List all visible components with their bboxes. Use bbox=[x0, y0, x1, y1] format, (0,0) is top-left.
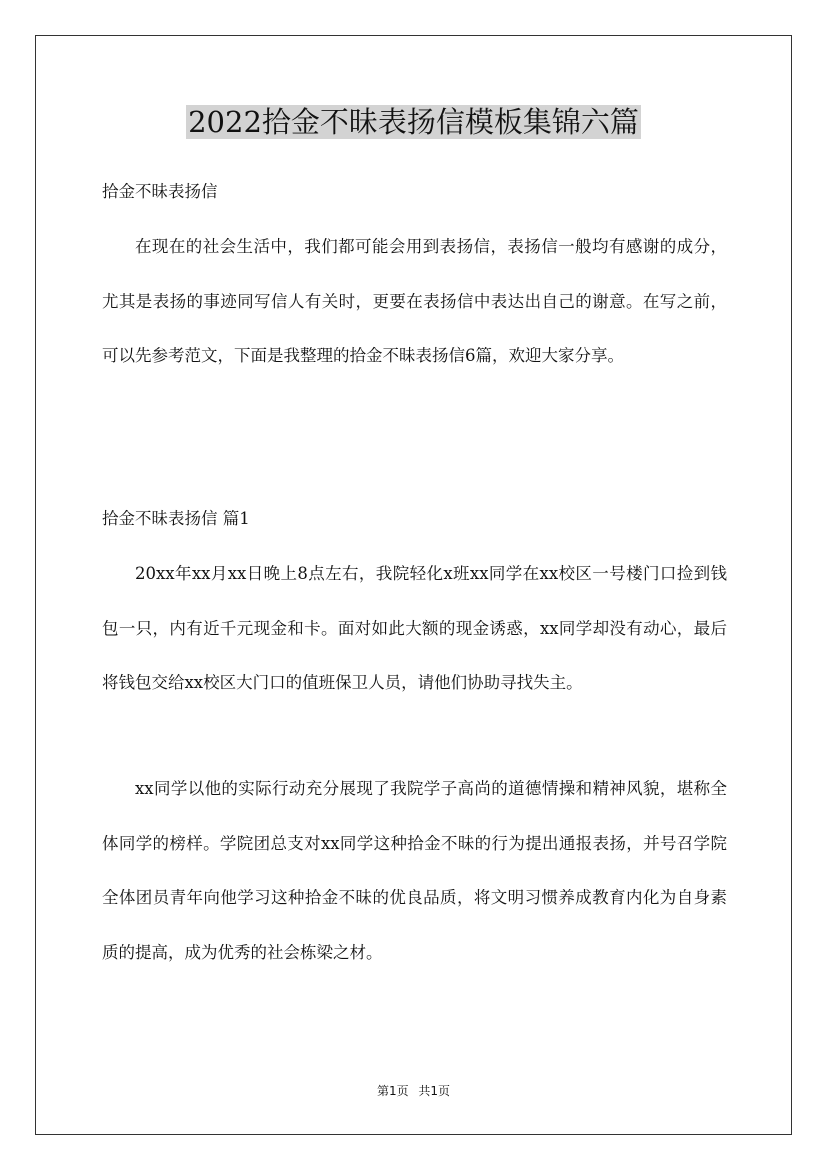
letter-1-paragraph-2: xx同学以他的实际行动充分展现了我院学子高尚的道德情操和精神风貌，堪称全体同学的榜样。学院团总支对xx同学这种拾金不昧的行为提出通报表扬，并号召学院全体团员青年向他学习这种拾金不昧的优良品质，将文明习惯养成教育内化为自身素质的提高，成为优秀的社会栋梁之材。 bbox=[102, 779, 727, 962]
letter-1-paragraph-1: 20xx年xx月xx日晚上8点左右，我院轻化x班xx同学在xx校区一号楼门口捡到钱包一只，内有近千元现金和卡。面对如此大额的现金诱惑，xx同学却没有动心，最后将钱包交给xx校区大门口的值班保卫人员，请他们协助寻找失主。 bbox=[102, 564, 727, 692]
intro-paragraph: 在现在的社会生活中，我们都可能会用到表扬信，表扬信一般均有感谢的成分，尤其是表扬的事迹同写信人有关时，更要在表扬信中表达出自己的谢意。在写之前，可以先参考范文，下面是我整理的拾金不昧表扬信6篇，欢迎大家分享。 bbox=[102, 237, 727, 365]
page-total: 共1页 bbox=[418, 1084, 451, 1098]
document-title-text: 2022拾金不昧表扬信模板集锦六篇 bbox=[188, 105, 639, 139]
page-current: 第1页 bbox=[376, 1084, 409, 1098]
document-title bbox=[0, 100, 827, 144]
section-heading-letter-1: 拾金不昧表扬信 篇1 bbox=[102, 509, 250, 528]
section-heading-intro: 拾金不昧表扬信 bbox=[102, 182, 218, 201]
page-footer bbox=[0, 1083, 827, 1099]
